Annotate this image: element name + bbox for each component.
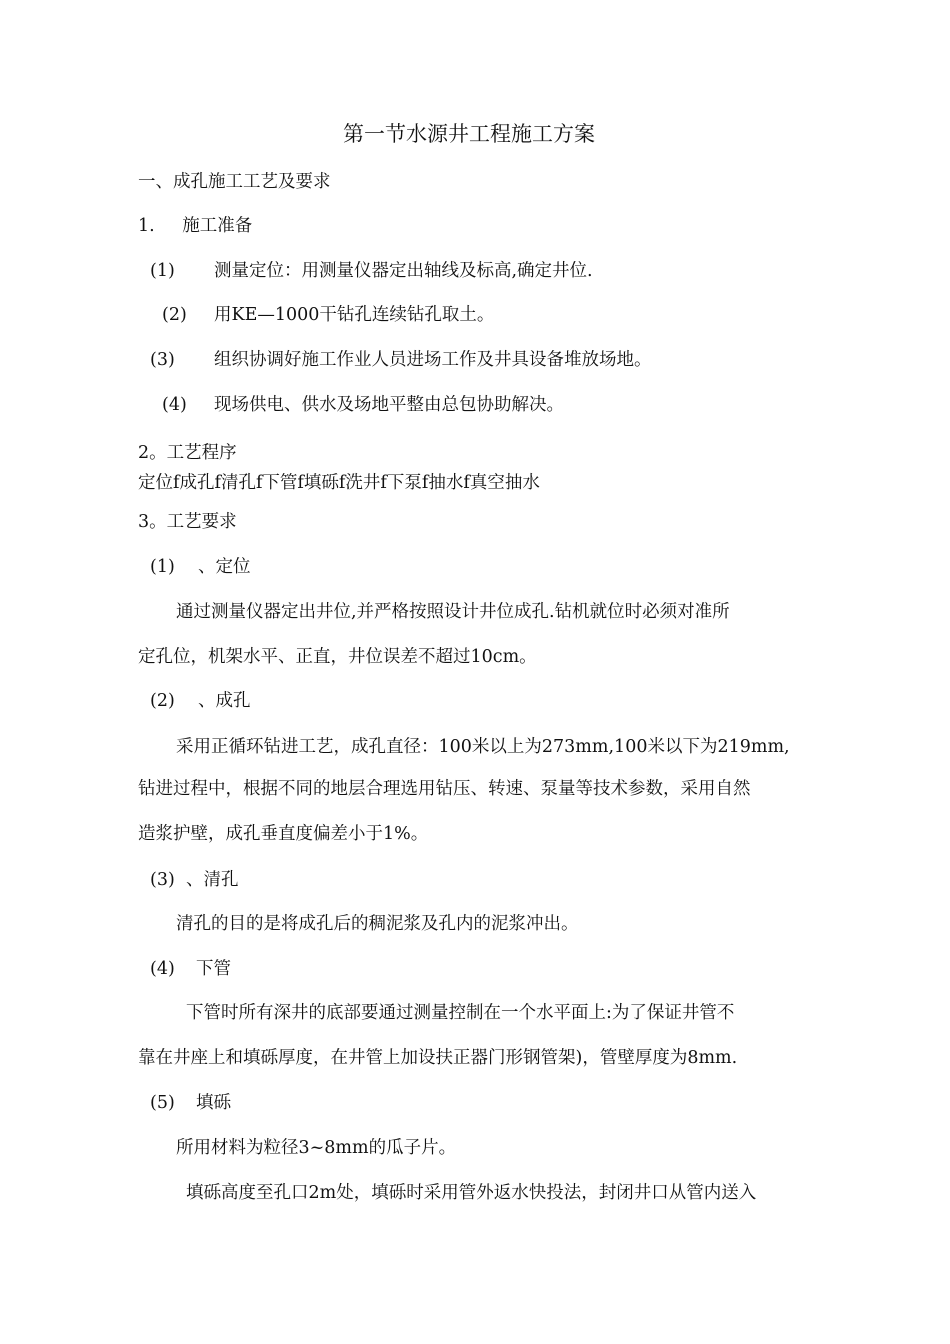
prep-item-text: 用KE—1000干钻孔连续钻孔取土。 [214,305,495,325]
prep-item-number: (2) [162,305,187,325]
page-title: 第一节水源井工程施工方案 [343,122,595,146]
paragraph-line: 靠在井座上和填砾厚度，在井管上加设扶正器门形钢管架)，管壁厚度为8mm. [138,1048,738,1068]
prep-heading [138,214,252,238]
process-flow: 定位f成孔f清孔f下管f填砾f洗井f下泵f抽水f真空抽水 [138,473,540,493]
requirement-heading [150,868,239,892]
requirement-title: 下管 [196,959,231,979]
paragraph-line: 采用正循环钻进工艺，成孔直径：100米以上为273mm,100米以下为219mm, [176,737,790,757]
requirement-title: 、定位 [198,557,251,577]
process-heading: 2。工艺程序 [138,443,237,463]
paragraph-line: 钻进过程中，根据不同的地层合理选用钻压、转速、泵量等技术参数，采用自然 [138,779,751,799]
paragraph-line: 通过测量仪器定出井位,并严格按照设计井位成孔.钻机就位时必须对准所 [176,602,730,622]
paragraph-line: 填砾高度至孔口2m处，填砾时采用管外返水快投法，封闭井口从管内送入 [186,1183,757,1203]
paragraph-line: 造浆护壁，成孔垂直度偏差小于1%。 [138,824,429,844]
requirement-number: (3) [150,870,175,890]
prep-item-number: (1) [150,261,175,281]
requirement-heading [150,1091,231,1115]
requirement-title: 填砾 [196,1093,231,1113]
requirement-heading [150,957,231,981]
requirement-number: (2) [150,691,175,711]
requirement-heading [150,689,251,713]
prep-item-number: (3) [150,350,175,370]
paragraph-line: 所用材料为粒径3~8mm的瓜子片。 [176,1138,457,1158]
prep-item [150,259,593,283]
requirement-heading [150,555,251,579]
prep-item [162,393,564,417]
paragraph-line: 下管时所有深井的底部要通过测量控制在一个水平面上:为了保证井管不 [186,1003,735,1023]
prep-item-text: 现场供电、供水及场地平整由总包协助解决。 [214,395,564,415]
prep-item [162,303,494,327]
requirement-title: 、清孔 [186,870,239,890]
requirement-number: (5) [150,1093,175,1113]
prep-number: 1. [138,216,155,236]
prep-item-number: (4) [162,395,187,415]
prep-item-text: 组织协调好施工作业人员进场工作及井具设备堆放场地。 [214,350,652,370]
prep-heading-text: 施工准备 [182,216,253,236]
requirement-title: 、成孔 [198,691,251,711]
section-heading: 一、成孔施工工艺及要求 [138,172,331,192]
paragraph-line: 清孔的目的是将成孔后的稠泥浆及孔内的泥浆冲出。 [176,914,579,934]
prep-item-text: 测量定位：用测量仪器定出轴线及标高,确定井位. [214,261,593,281]
paragraph-line: 定孔位，机架水平、正直，井位误差不超过10cm。 [138,647,537,667]
requirement-number: (1) [150,557,175,577]
requirement-number: (4) [150,959,175,979]
prep-item [150,348,652,372]
requirements-heading: 3。工艺要求 [138,512,237,532]
